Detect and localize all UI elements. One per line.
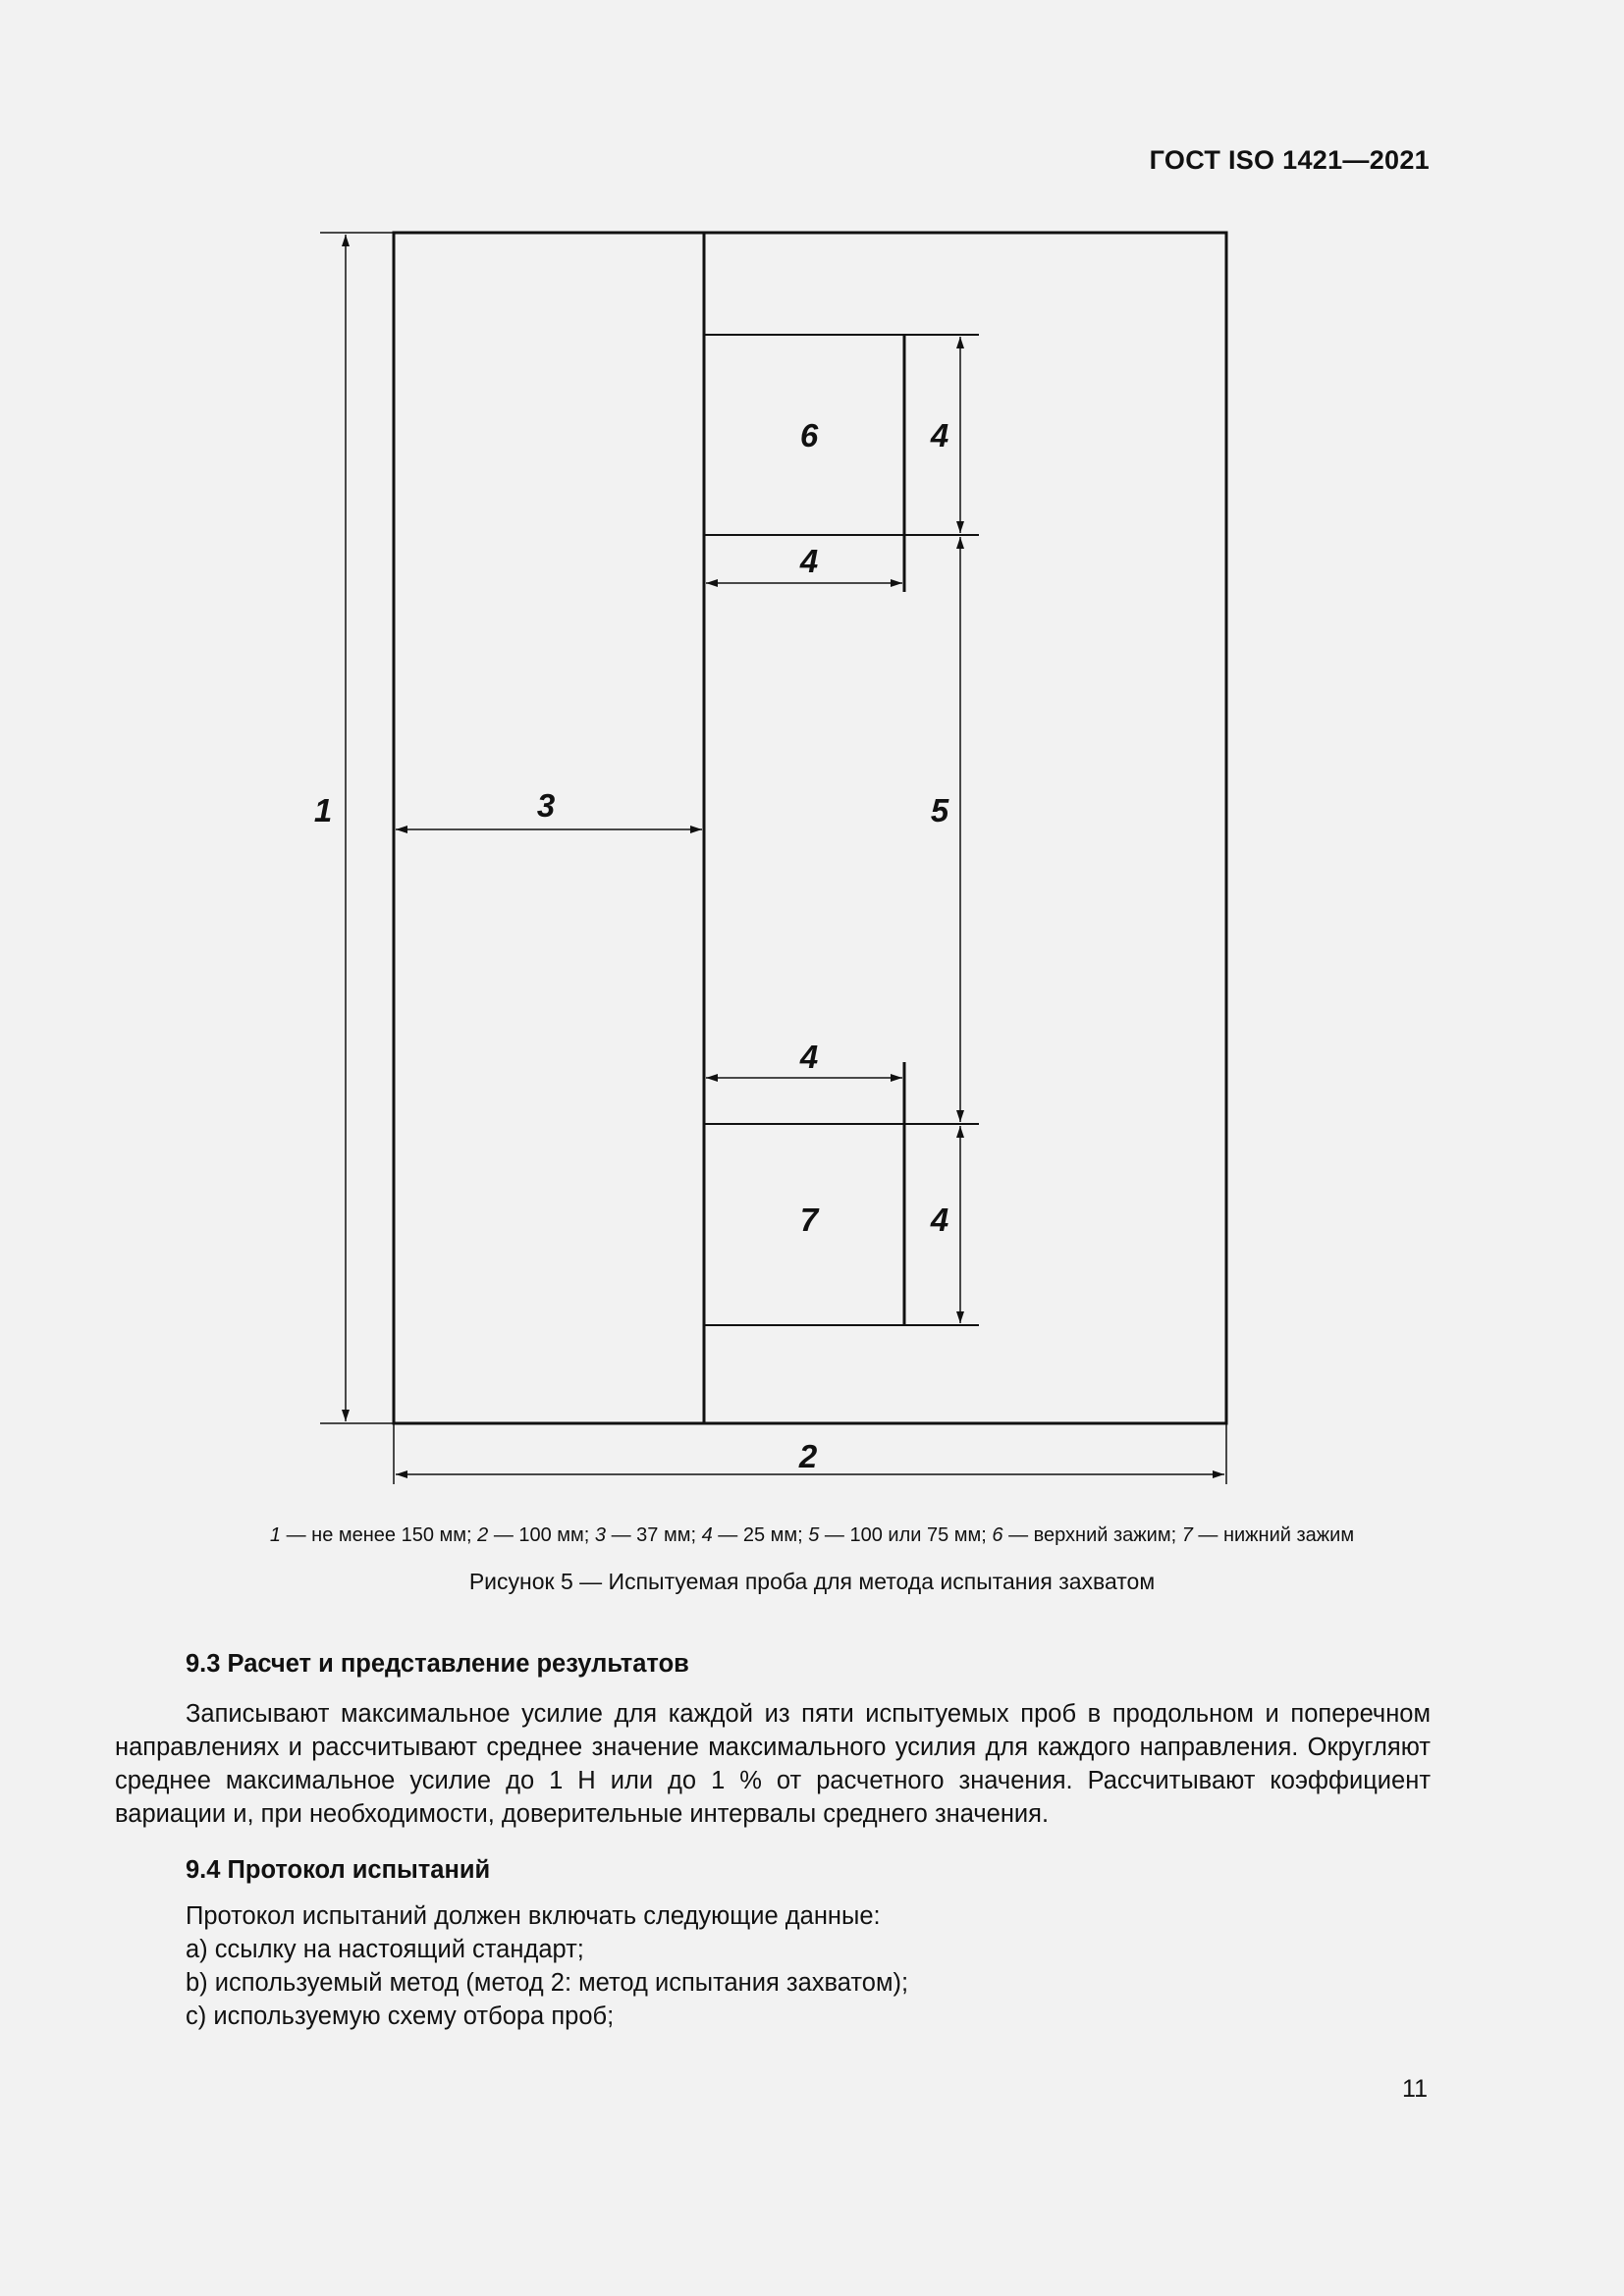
legend-item: 1 — не менее 150 мм; (269, 1524, 478, 1546)
legend-item: 4 — 25 мм; (701, 1524, 809, 1546)
list-item: c) используемую схему отбора проб; (186, 2002, 615, 2030)
legend-item: 6 — верхний зажим; (992, 1524, 1182, 1546)
section-9-3-title: 9.3 Расчет и представление результатов (186, 1650, 689, 1678)
legend-item: 5 — 100 или 75 мм; (808, 1524, 993, 1546)
section-9-4-intro: Протокол испытаний должен включать следующие данные: (186, 1902, 881, 1930)
label-7: 7 (799, 1201, 819, 1238)
section-9-3-body (115, 1697, 1431, 1831)
section-9-4-title: 9.4 Протокол испытаний (186, 1856, 491, 1884)
label-1: 1 (313, 792, 333, 828)
figure-legend (0, 1524, 1624, 1547)
label-6: 6 (799, 417, 819, 454)
label-3: 3 (536, 787, 556, 824)
label-4-lower-height: 4 (930, 1201, 949, 1238)
section-9-3-paragraph: Записывают максимальное усилие для каждой из пяти испытуемых проб в продольном и поперечном направлениях и рассчитывают среднее значение максимального усилия для каждого направления. Округляют среднее максимальное усилие до 1 Н или до 1 % от расчетного значения. Рассчитывают коэффициент вариации и, при необходимости, доверительные интервалы среднего значения. (115, 1700, 1431, 1828)
label-2: 2 (798, 1438, 818, 1474)
list-item: b) используемый метод (метод 2: метод испытания захватом); (186, 1969, 909, 1997)
page-number: 11 (1402, 2075, 1428, 2103)
figure-caption: Рисунок 5 — Испытуемая проба для метода испытания захватом (468, 1569, 1156, 1594)
specimen-outline (394, 233, 1226, 1423)
list-item: a) ссылку на настоящий стандарт; (186, 1936, 584, 1963)
legend-item: 7 — нижний зажим (1181, 1524, 1355, 1546)
label-5: 5 (930, 792, 949, 828)
label-4-upper-height: 4 (930, 417, 949, 454)
label-4-upper-width: 4 (799, 543, 819, 579)
document-header: ГОСТ ISO 1421—2021 (1149, 145, 1430, 175)
legend-item: 3 — 37 мм; (594, 1524, 702, 1546)
legend-item: 2 — 100 мм; (477, 1524, 595, 1546)
label-4-lower-width: 4 (799, 1039, 819, 1075)
